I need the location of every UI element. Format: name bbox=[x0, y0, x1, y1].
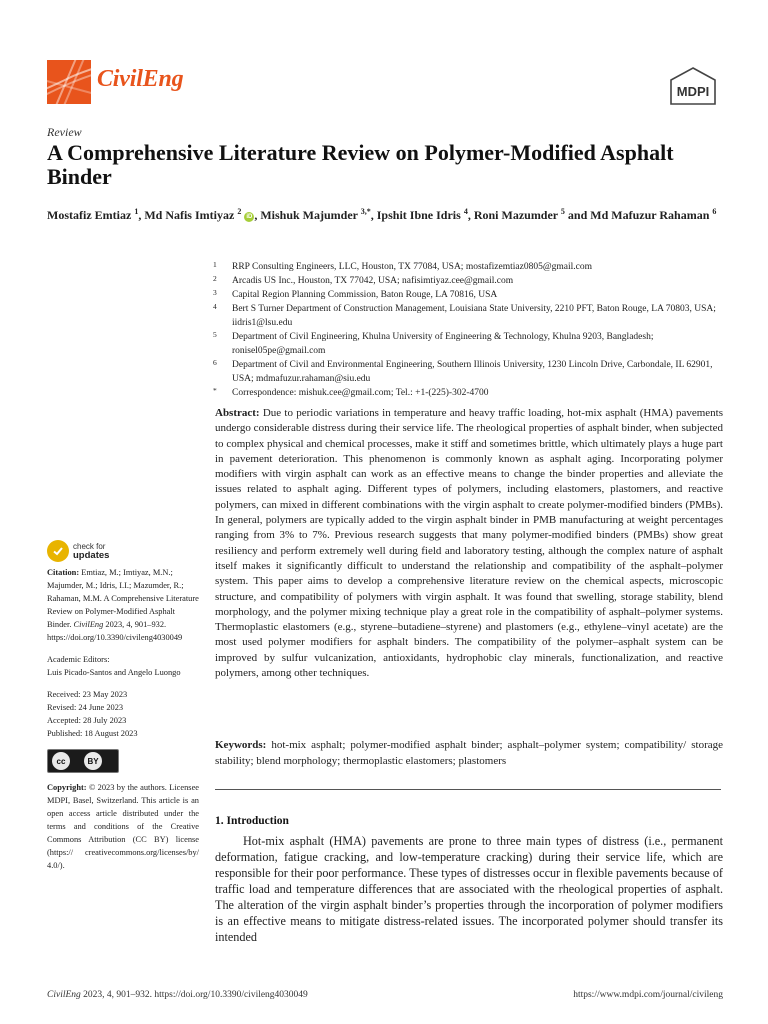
author-name: Mostafiz Emtiaz bbox=[47, 208, 135, 222]
affiliation-list bbox=[213, 260, 733, 400]
author-name: Md Mafuzur Rahaman bbox=[590, 208, 713, 222]
citation-doi-link[interactable]: 901–932. https://doi.org/10.3390/civileng4030049 bbox=[47, 620, 183, 642]
mdpi-logo-text: MDPI bbox=[676, 84, 710, 99]
citation-year-vol: 2023, 4, bbox=[105, 620, 133, 629]
citation-journal: CivilEng bbox=[73, 620, 104, 629]
citation-block bbox=[47, 566, 199, 644]
affiliation-number: 4 bbox=[213, 302, 217, 311]
article-type: Review bbox=[47, 125, 82, 139]
affiliation-item bbox=[213, 260, 733, 274]
page-footer bbox=[47, 990, 723, 1000]
copyright-text: © 2023 by the authors. Licensee MDPI, Basel, Switzerland. This article is an open access article distributed under the terms and conditions of the Creative Commons Attribution (CC BY) license (https:// creativecommons.org/licenses/by/ 4.0/). bbox=[47, 783, 199, 870]
affiliation-number: 5 bbox=[213, 330, 217, 339]
date-revised: Revised: 24 June 2023 bbox=[47, 703, 124, 712]
affiliation-text: Department of Civil Engineering, Khulna University of Engineering & Technology, Khulna 9203, Bangladesh; ronisel05pe@gmail.com bbox=[232, 332, 654, 356]
affiliation-item bbox=[213, 358, 733, 386]
article-sidebar bbox=[47, 540, 199, 872]
affiliation-number: * bbox=[213, 386, 217, 395]
keywords-text: hot-mix asphalt; polymer-modified asphalt binder; asphalt–polymer system; compatibility/ storage stability; blend morphology; thermoplastic elastomers; plastomers bbox=[215, 739, 723, 767]
author-affiliation-marker: 5 bbox=[560, 207, 565, 216]
abstract-label: Abstract: bbox=[215, 407, 260, 419]
author-name: Md Nafis Imtiyaz bbox=[144, 208, 238, 222]
article-title: A Comprehensive Literature Review on Polymer-Modified Asphalt Binder bbox=[47, 140, 674, 189]
copyright-label: Copyright: bbox=[47, 783, 87, 792]
author-affiliation-marker: 1 bbox=[134, 207, 139, 216]
affiliation-text: Bert S Turner Department of Construction Management, Louisiana State University, 2210 PFT, Baton Rouge, LA 70803, USA; iidris1@lsu.edu bbox=[232, 304, 716, 328]
check-for-updates-button[interactable] bbox=[47, 540, 199, 562]
affiliation-text: Correspondence: mishuk.cee@gmail.com; Tel.: +1-(225)-302-4700 bbox=[232, 388, 489, 398]
author-list: Mostafiz Emtiaz $^1$, Md Nafis Imtiyaz $^2$ iD , Mishuk Majumder $^{3,*}$, Ipshit Ibne Idris $^4$, Roni Mazumder $^5$ and Md Mafuzur Rahaman $^6$ bbox=[47, 207, 717, 222]
affiliation-text: Department of Civil and Environmental Engineering, Southern Illinois University, 1230 Lincoln Drive, Carbondale, IL 62901, USA; mdmafuzur.rahaman@siu.edu bbox=[232, 360, 713, 384]
journal-name: CivilEng bbox=[97, 66, 184, 92]
footer-journal-url[interactable]: https://www.mdpi.com/journal/civileng bbox=[573, 990, 723, 1000]
editors-label: Academic Editors: bbox=[47, 655, 110, 664]
keywords bbox=[215, 738, 723, 769]
check-updates-line1: check for bbox=[73, 542, 106, 551]
orcid-icon[interactable]: iD bbox=[246, 214, 253, 220]
affiliation-item bbox=[213, 274, 733, 288]
affiliation-number: 6 bbox=[213, 358, 217, 367]
check-updates-icon bbox=[47, 540, 69, 562]
cc-license-badge[interactable] bbox=[47, 749, 119, 773]
date-accepted: Accepted: 28 July 2023 bbox=[47, 716, 127, 725]
affiliation-number: 1 bbox=[213, 260, 217, 269]
section-divider bbox=[215, 789, 721, 790]
footer-citation-rest[interactable]: 2023, 4, 901–932. https://doi.org/10.3390/civileng4030049 bbox=[83, 990, 308, 1000]
author-name: Roni Mazumder bbox=[473, 208, 561, 222]
check-updates-line2: updates bbox=[73, 550, 110, 561]
author-affiliation-marker: 4 bbox=[463, 207, 468, 216]
author-name: Ipshit Ibne Idris bbox=[376, 208, 464, 222]
affiliation-text: Capital Region Planning Commission, Baton Rouge, LA 70816, USA bbox=[232, 290, 498, 300]
affiliation-text: Arcadis US Inc., Houston, TX 77042, USA; nafisimtiyaz.cee@gmail.com bbox=[232, 276, 514, 286]
editors-names: Luis Picado-Santos and Angelo Luongo bbox=[47, 668, 181, 677]
dates-block bbox=[47, 688, 199, 740]
affiliation-number: 3 bbox=[213, 288, 217, 297]
author-affiliation-marker: 6 bbox=[712, 207, 717, 216]
mdpi-logo-icon bbox=[665, 66, 721, 106]
footer-citation bbox=[47, 990, 308, 1000]
citation-text: Emtiaz, M.; Imtiyaz, M.N.; Majumder, M.; Idris, I.I.; Mazumder, R.; Rahaman, M.M. A Comprehensive Literature Review on Polymer-Modified Asphalt Binder. bbox=[47, 568, 199, 629]
section-heading: 1. Introduction bbox=[215, 815, 289, 827]
citation-label: Citation: bbox=[47, 568, 80, 577]
date-received: Received: 23 May 2023 bbox=[47, 690, 128, 699]
affiliation-text: RRP Consulting Engineers, LLC, Houston, TX 77084, USA; mostafizemtiaz0805@gmail.com bbox=[232, 262, 592, 272]
abstract bbox=[215, 406, 723, 681]
affiliation-item bbox=[213, 330, 733, 358]
keywords-label: Keywords: bbox=[215, 739, 267, 751]
affiliation-item bbox=[213, 302, 733, 330]
date-published: Published: 18 August 2023 bbox=[47, 729, 138, 738]
copyright-notice bbox=[47, 781, 199, 872]
author-affiliation-marker: 2 bbox=[237, 207, 242, 216]
author-affiliation-marker: 3,* bbox=[360, 207, 371, 216]
cc-icon: cc bbox=[52, 752, 70, 770]
cc-by-icon: BY bbox=[84, 752, 102, 770]
journal-logo-icon bbox=[47, 60, 91, 104]
editors-block bbox=[47, 653, 199, 679]
abstract-text: Due to periodic variations in temperature and heavy traffic loading, hot-mix asphalt (HMA) pavements undergo considerable distress during their service life. The rheological properties of asphalt binder, when subjected to complex physical and chemical processes, make it stiff and sometimes brittle, which ultimately plays a huge part in pavement deterioration. This phenomenon is commonly known as asphalt aging. Incorporating polymer modifiers with virgin asphalt can work as an effective means to change the binder properties and alleviate the issues related to asphalt aging. Different types of polymers, including elastomers, plastomers, and reactive polymers, can mixed in different combinations with the virgin asphalt to create polymer-modified binders (PMBs). In general, polymers are typically added to the virgin asphalt binder in PMB manufacturing at weight percentages ranging from 3% to 7%. Previous research suggests that many polymer-modified binders (PMBs) show great resiliency and perform extremely well during field and laboratory testing, although the complex nature of asphalt itself makes it significantly difficult to understand the relationship and compatibility of the asphalt–polymer system. This paper aims to develop a comprehensive literature review on the chemical aspects, microscopic structure, and compatibility of polymers with virgin asphalt. It was found that swelling, storage stability, blend morphology, and the polymer mixing technique play a great role in the compatibility of asphalt–polymer systems. Thermoplastic elastomers (e.g., styrene–butadiene–styrene) and plastomers (e.g., ethylene–vinyl acetate) are the most used polymer modifiers for asphalt binders. The compatibility of the polymer–asphalt system can be improved by sulfur vulcanization, antioxidants, hydrophobic clay minerals, functionalization, and reactive polymers, among other techniques. bbox=[215, 407, 723, 680]
affiliation-item bbox=[213, 386, 733, 400]
footer-journal: CivilEng bbox=[47, 990, 81, 1000]
author-name: Mishuk Majumder bbox=[260, 208, 361, 222]
affiliation-item bbox=[213, 288, 733, 302]
intro-paragraph: Hot-mix asphalt (HMA) pavements are prone to three main types of distress (i.e., permanent deformation, fatigue cracking, and low-temperature cracking) during their service life, which are responsible for their poor performance. These types of distresses occur in flexible pavements because of traffic load and temperature differences that are associated with the rheological properties of asphalt. The alteration of the virgin asphalt binder’s properties through the incorporation of polymer modifiers is an effective means to mitigate distress-related issues. The incorporated polymer should transfer its intended bbox=[215, 834, 723, 944]
affiliation-number: 2 bbox=[213, 274, 217, 283]
author-and: and bbox=[567, 208, 591, 222]
